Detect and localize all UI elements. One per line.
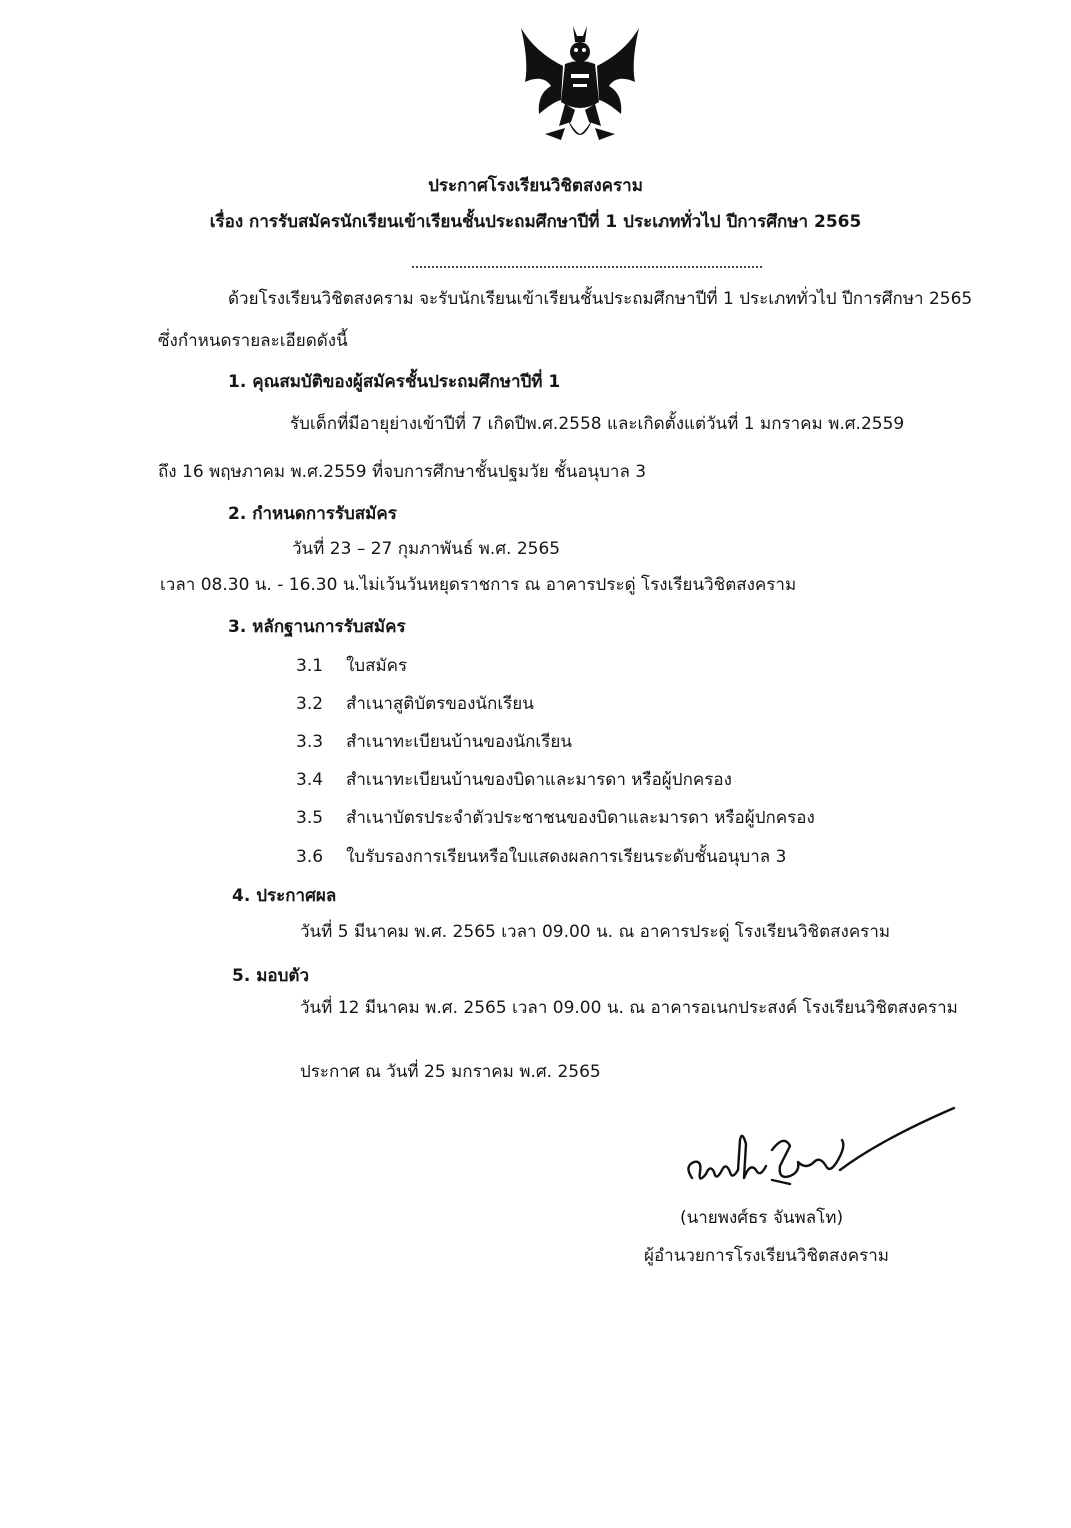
- list-item-number: 3.6: [296, 847, 324, 867]
- list-item-text: ใบรับรองการเรียนหรือใบแสดงผลการเรียนระดับชั้นอนุบาล 3: [346, 847, 787, 867]
- list-item: [296, 732, 572, 752]
- list-item-number: 3.3: [296, 732, 324, 752]
- list-item-number: 3.5: [296, 808, 324, 828]
- section-5-heading: 5. มอบตัว: [232, 966, 309, 986]
- list-item: [296, 694, 534, 714]
- section-1-line-2: ถึง 16 พฤษภาคม พ.ศ.2559 ที่จบการศึกษาชั้นปฐมวัย ชั้นอนุบาล 3: [158, 462, 647, 482]
- signatory-name: (นายพงศ์ธร จันพลโท): [680, 1208, 844, 1228]
- list-item: [296, 847, 786, 867]
- dotted-divider: [412, 266, 762, 268]
- announcement-title: ประกาศโรงเรียนวิชิตสงคราม: [428, 176, 643, 196]
- list-item: [296, 808, 815, 828]
- intro-line-1: ด้วยโรงเรียนวิชิตสงคราม จะรับนักเรียนเข้าเรียนชั้นประถมศึกษาปีที่ 1 ประเภททั่วไป ปีการศึกษา 2565: [228, 289, 973, 309]
- section-4-heading: 4. ประกาศผล: [232, 886, 337, 906]
- section-1-line-1: รับเด็กที่มีอายุย่างเข้าปีที่ 7 เกิดปีพ.ศ.2558 และเกิดตั้งแต่วันที่ 1 มกราคม พ.ศ.2559: [290, 414, 905, 434]
- list-item: [296, 770, 732, 790]
- section-2-line-1: วันที่ 23 – 27 กุมภาพันธ์ พ.ศ. 2565: [292, 539, 561, 559]
- section-5-line-1: วันที่ 12 มีนาคม พ.ศ. 2565 เวลา 09.00 น. ณ อาคารอเนกประสงค์ โรงเรียนวิชิตสงคราม: [300, 998, 958, 1018]
- section-1-heading: 1. คุณสมบัติของผู้สมัครชั้นประถมศึกษาปีที่ 1: [228, 372, 561, 392]
- announcement-subject: เรื่อง การรับสมัครนักเรียนเข้าเรียนชั้นประถมศึกษาปีที่ 1 ประเภททั่วไป ปีการศึกษา 2565: [209, 212, 862, 232]
- list-item-text: ใบสมัคร: [346, 656, 408, 676]
- list-item-number: 3.1: [296, 656, 324, 676]
- list-item-number: 3.4: [296, 770, 324, 790]
- announcement-date: ประกาศ ณ วันที่ 25 มกราคม พ.ศ. 2565: [300, 1062, 601, 1082]
- list-item-text: สำเนาทะเบียนบ้านของนักเรียน: [346, 732, 572, 752]
- handwritten-signature-icon: [680, 1100, 965, 1210]
- section-4-line-1: วันที่ 5 มีนาคม พ.ศ. 2565 เวลา 09.00 น. ณ อาคารประดู่ โรงเรียนวิชิตสงคราม: [300, 922, 891, 942]
- section-3-heading: 3. หลักฐานการรับสมัคร: [228, 617, 406, 637]
- section-2-heading: 2. กำหนดการรับสมัคร: [228, 504, 397, 524]
- section-2-line-2: เวลา 08.30 น. - 16.30 น.ไม่เว้นวันหยุดราชการ ณ อาคารประดู่ โรงเรียนวิชิตสงคราม: [160, 575, 797, 595]
- signatory-position: ผู้อำนวยการโรงเรียนวิชิตสงคราม: [644, 1246, 889, 1266]
- list-item-number: 3.2: [296, 694, 324, 714]
- list-item-text: สำเนาบัตรประจำตัวประชาชนของบิดาและมารดา หรือผู้ปกครอง: [346, 808, 815, 828]
- intro-line-2: ซึ่งกำหนดรายละเอียดดังนี้: [158, 331, 348, 351]
- garuda-emblem-icon: [515, 22, 645, 152]
- list-item: [296, 656, 407, 676]
- list-item-text: สำเนาทะเบียนบ้านของบิดาและมารดา หรือผู้ปกครอง: [346, 770, 732, 790]
- list-item-text: สำเนาสูติบัตรของนักเรียน: [346, 694, 534, 714]
